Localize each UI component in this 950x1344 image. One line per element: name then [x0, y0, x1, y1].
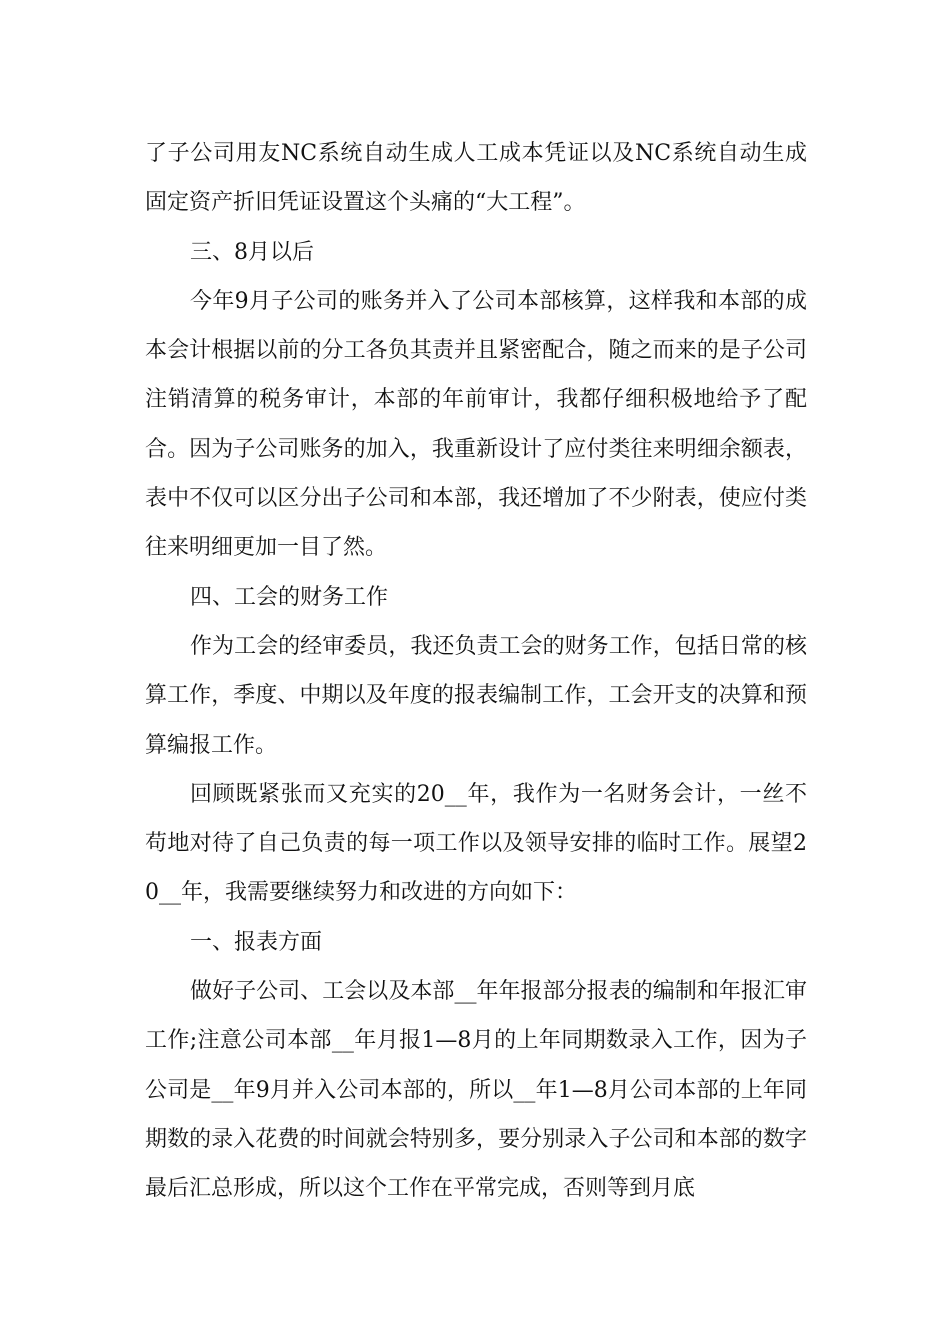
paragraph-plan-1: 做好子公司、工会以及本部__年年报部分报表的编制和年报汇审工作;注意公司本部__年月报1—8月的上年同期数录入工作，因为子公司是__年9月并入公司本部的，所以__年1—8月公司本部的上年同期数的录入花费的时间就会特别多，要分别录入子公司和本部的数字最后汇总形成，所以这个工作在平常完成，否则等到月底 [145, 979, 807, 1202]
section-heading-4: 四、工会的财务工作 [190, 584, 389, 610]
paragraph-section-3: 今年9月子公司的账务并入了公司本部核算，这样我和本部的成本会计根据以前的分工各负其责并且紧密配合，随之而来的是子公司注销清算的税务审计，本部的年前审计，我都仔细积极地给予了配合。因为子公司账务的加入，我重新设计了应付类往来明细余额表，表中不仅可以区分出子公司和本部，我还增加了不少附表，使应付类往来明细更加一目了然。 [145, 288, 807, 561]
paragraph-continuation: 了子公司用友NC系统自动生成人工成本凭证以及NC系统自动生成固定资产折旧凭证设置这个头痛的“大工程”。 [145, 141, 807, 216]
section-heading-3: 三、8月以后 [190, 239, 314, 265]
plan-heading-1: 一、报表方面 [190, 929, 323, 955]
paragraph-section-4: 作为工会的经审委员，我还负责工会的财务工作，包括日常的核算工作，季度、中期以及年度的报表编制工作，工会开支的决算和预算编报工作。 [145, 633, 807, 758]
paragraph-review: 回顾既紧张而又充实的20__年，我作为一名财务会计，一丝不苟地对待了自己负责的每一项工作以及领导安排的临时工作。展望20__年，我需要继续努力和改进的方向如下： [145, 781, 807, 906]
document-body [145, 129, 807, 1214]
